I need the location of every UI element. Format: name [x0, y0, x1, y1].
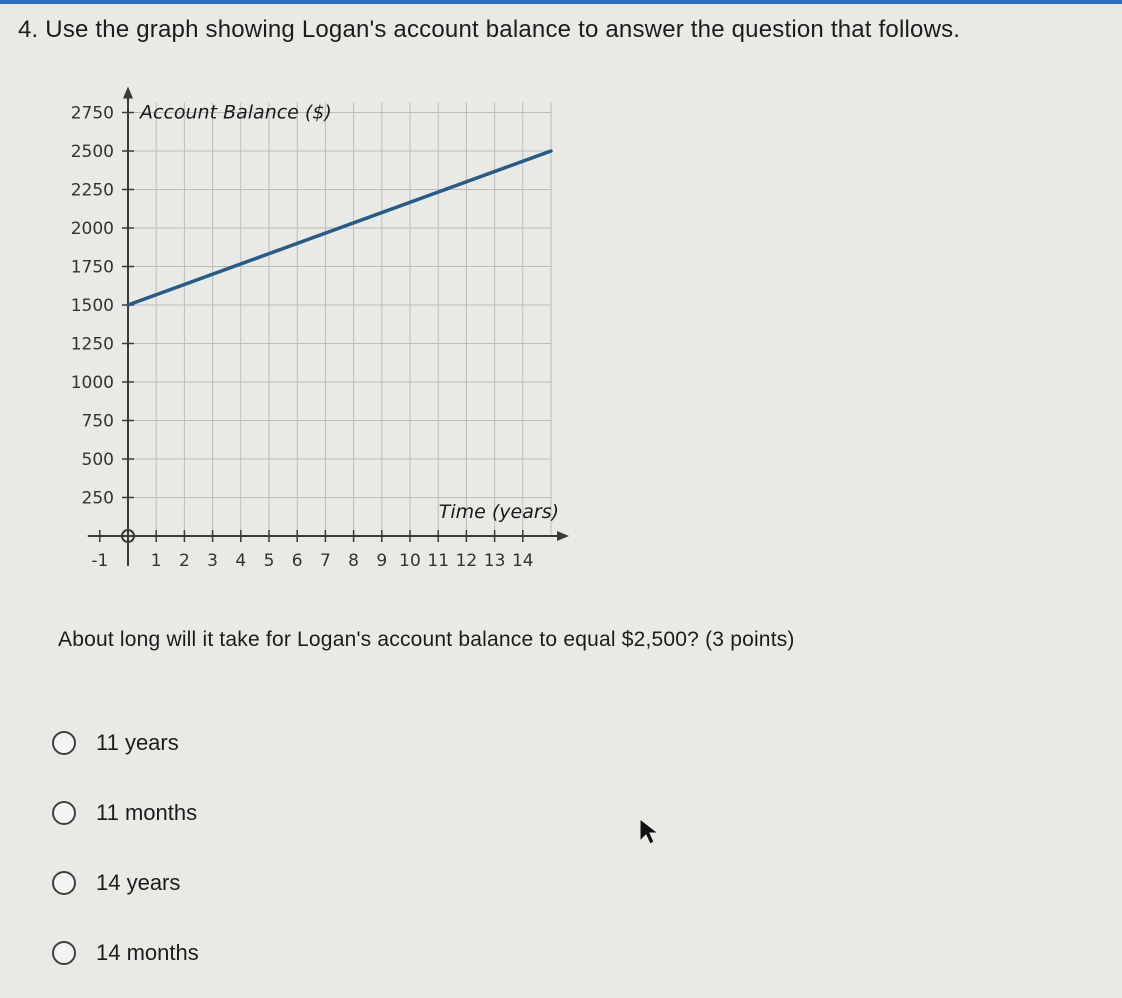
x-tick-label: 7 — [319, 551, 331, 571]
y-tick-label: 2250 — [70, 180, 114, 201]
radio-button[interactable] — [52, 871, 76, 895]
y-axis-arrow-icon — [123, 87, 133, 99]
x-tick-label: 6 — [291, 551, 303, 571]
x-tick-label: 1 — [150, 551, 162, 571]
choice-14-years[interactable] — [52, 848, 199, 918]
y-tick-label: 1250 — [70, 334, 114, 355]
choice-label: 14 years — [96, 870, 181, 895]
x-tick-label: 10 — [399, 551, 421, 571]
y-tick-label: 2000 — [70, 219, 114, 239]
y-tick-label: 1000 — [70, 373, 114, 393]
choice-11-years[interactable] — [52, 708, 199, 778]
y-tick-label: 2750 — [70, 103, 114, 124]
radio-button[interactable] — [52, 731, 76, 755]
y-tick-label: 2500 — [70, 142, 114, 162]
y-tick-label: 500 — [81, 450, 114, 470]
y-tick-label: 1750 — [70, 257, 114, 278]
radio-button[interactable] — [52, 941, 76, 965]
x-tick-label: 12 — [455, 551, 478, 571]
x-axis-arrow-icon — [557, 531, 569, 541]
choice-label: 14 months — [96, 940, 199, 965]
x-tick-label: 9 — [376, 551, 388, 571]
graph-svg — [40, 88, 580, 588]
radio-button[interactable] — [52, 801, 76, 825]
choice-11-months[interactable] — [52, 778, 199, 848]
y-tick-label: 1500 — [70, 296, 114, 316]
choice-14-months[interactable] — [52, 918, 199, 988]
x-tick-label: -1 — [91, 551, 109, 571]
top-accent-bar — [0, 0, 1122, 4]
x-tick-label: 2 — [178, 551, 190, 571]
x-tick-label: 4 — [235, 551, 247, 571]
y-tick-label: 750 — [81, 411, 114, 432]
choice-label: 11 years — [96, 730, 179, 755]
x-tick-label: 3 — [207, 551, 219, 571]
x-tick-label: 11 — [427, 551, 450, 571]
mouse-cursor-icon — [638, 817, 662, 847]
x-tick-label: 14 — [511, 551, 534, 571]
answer-choices — [52, 708, 199, 988]
question-title: 4. Use the graph showing Logan's account balance to answer the question that follows. — [18, 16, 961, 43]
x-tick-label: 13 — [483, 551, 506, 571]
y-tick-label: 250 — [81, 488, 114, 509]
y-axis-title: Account Balance ($) — [140, 101, 332, 124]
choice-label: 11 months — [96, 800, 198, 825]
x-tick-label: 8 — [348, 551, 360, 571]
account-balance-graph — [40, 88, 580, 588]
x-tick-label: 5 — [263, 551, 275, 571]
x-axis-title: Time (years) — [438, 501, 559, 523]
question-prompt: About long will it take for Logan's account balance to equal $2,500? (3 points) — [58, 628, 795, 651]
